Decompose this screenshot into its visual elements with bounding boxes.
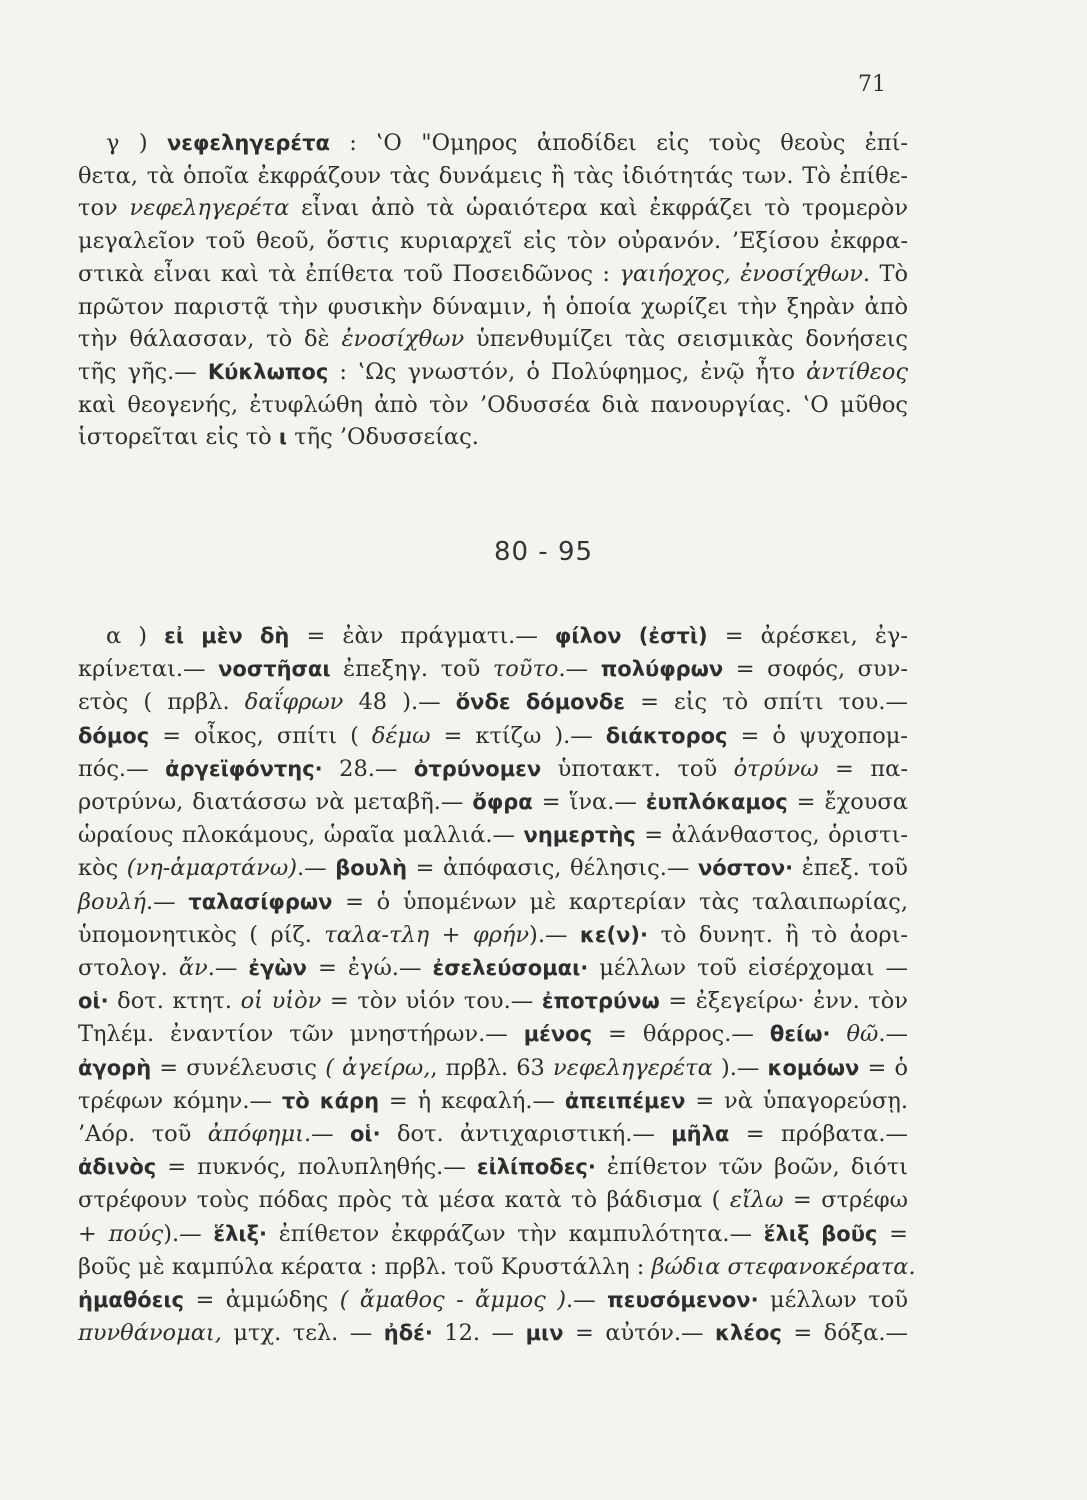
text-line: τὴν θάλασσαν, τὸ δὲ ἐνοσίχθων ὑπενθυμίζει τὰς σεισμικὰς δονήσεις	[78, 326, 909, 353]
text-line: ἱστορεῖται εἰς τὸ ι τῆς ’Οδυσσείας.	[78, 424, 479, 451]
lemma: ἠμαθόεις	[78, 1288, 185, 1313]
lemma: ὄφρα	[472, 790, 533, 815]
lemma: πολύφρων	[600, 657, 724, 682]
text-line: γ ) νεφεληγερέτα : ‛Ο "Ομηρος ἀποδίδει εἰς τοὺς θεοὺς ἐπί-	[106, 130, 909, 156]
section-heading: 80 - 95	[493, 537, 594, 567]
lemma: μιν	[525, 1321, 564, 1346]
lemma: πευσόμενον·	[607, 1288, 759, 1313]
lemma: ὀτρύνομεν	[413, 756, 542, 781]
text-line: ἀδινὸς = πυκνός, πολυπληθής.— εἰλίποδες· ἐπίθετον τῶν βοῶν, διότι	[78, 1154, 908, 1181]
text-line: στολογ. ἄν.— ἐγὼν = ἐγώ.— ἐσελεύσομαι· μέλλων τοῦ εἰσέρχομαι —	[78, 955, 908, 982]
text-line: θετα, τὰ ὁποῖα ἐκφράζουν τὰς δυνάμεις ἢ τὰς ἰδιότητάς των. Τὸ ἐπίθε-	[78, 162, 908, 189]
text-line: οἱ· δοτ. κτητ. οἱ υἱὸν = τὸν υἱόν του.— ἐποτρύνω = ἐξεγείρω· ἐνν. τὸν	[78, 988, 908, 1015]
text-line: πρῶτον παριστᾷ τὴν φυσικὴν δύναμιν, ἡ ὁποία χωρίζει τὴν ξηρὰν ἀπὸ	[78, 293, 908, 320]
commentary-block-1	[78, 127, 908, 454]
lemma: ταλασίφρων	[188, 889, 333, 914]
lemma: ἐγὼν	[248, 956, 307, 981]
lemma: ὅνδε δόμονδε	[455, 690, 625, 715]
lemma: εἰλίποδες·	[476, 1155, 596, 1180]
commentary-block-2	[78, 620, 916, 1350]
lemma: οἱ·	[78, 989, 109, 1014]
page-number: 71	[858, 72, 886, 97]
text-line: τρέφων κόμην.— τὸ κάρη = ἡ κεφαλή.— ἀπειπέμεν = νὰ ὑπαγορεύσῃ.	[78, 1087, 908, 1114]
text-line: πυνθάνομαι, μτχ. τελ. — ἠδέ· 12. — μιν = αὐτόν.— κλέος = δόξα.—	[78, 1320, 908, 1347]
text-line: βουλή.— ταλασίφρων = ὁ ὑπομένων μὲ καρτερίαν τὰς ταλαιπωρίας,	[78, 888, 908, 915]
lemma: κλέος	[715, 1321, 782, 1346]
lemma: φίλον (ἐστὶ)	[554, 624, 708, 648]
text-line: κὸς (νη-ἁμαρτάνω).— βουλὴ = ἀπόφασις, θέλησις.— νόστον· ἐπεξ. τοῦ	[78, 855, 908, 882]
text-line: κρίνεται.— νοστῆσαι ἐπεξηγ. τοῦ τοῦτο.— πολύφρων = σοφός, συν-	[78, 656, 908, 683]
text-line: στρέφουν τοὺς πόδας πρὸς τὰ μέσα κατὰ τὸ βάδισμα ( εἴλω = στρέφω	[78, 1187, 908, 1214]
text-line: πός.— ἀργεϊφόντης· 28.— ὀτρύνομεν ὑποτακτ. τοῦ ὀτρύνω = πα-	[78, 755, 908, 782]
lemma: εἰ μὲν δὴ	[164, 624, 290, 648]
lemma: δόμος	[78, 723, 150, 748]
text-line: ἀγορὴ = συνέλευσις ( ἀγείρω,, πρβλ. 63 νεφεληγερέτα ).— κομόων = ὁ	[78, 1054, 909, 1081]
lemma: ἀδινὸς	[78, 1155, 157, 1180]
lemma: ἕλιξ βοῦς	[763, 1221, 878, 1246]
text-line: ὡραίους πλοκάμους, ὡραῖα μαλλιά.— νημερτὴς = ἀλάνθαστος, ὁριστι-	[78, 822, 908, 849]
text-line: στικὰ εἶναι καὶ τὰ ἐπίθετα τοῦ Ποσειδῶνος : γαιήοχος, ἐνοσίχθων. Τὸ	[78, 260, 909, 287]
lemma: ἀγορὴ	[78, 1055, 152, 1080]
text-line: ετὸς ( πρβλ. δαΐφρων 48 ).— ὅνδε δόμονδε = εἰς τὸ σπίτι του.—	[78, 689, 908, 716]
lemma: ἐποτρύνω	[541, 989, 660, 1014]
text-line: τῆς γῆς.— Κύκλωπος : ‛Ως γνωστόν, ὁ Πολύφημος, ἐνῷ ἦτο ἀντίθεος	[78, 358, 909, 385]
text-line: ὑπομονητικὸς ( ρίζ. ταλα-τλη + φρήν).— κε(ν)· τὸ δυνητ. ἢ τὸ ἀορι-	[78, 921, 909, 948]
text-line: βοῦς μὲ καμπύλα κέρατα : πρβλ. τοῦ Κρυστάλλη : βώδια στεφανοκέρατα.	[78, 1253, 916, 1280]
lemma: διάκτορος	[605, 723, 728, 748]
text-line: α ) εἰ μὲν δὴ = ἐὰν πράγματι.— φίλον (ἐστὶ) = ἀρέσκει, ἐγ-	[106, 623, 908, 649]
text-line: μεγαλεῖον τοῦ θεοῦ, ὅστις κυριαρχεῖ εἰς τὸν οὐρανόν. ’Εξίσου ἐκφρα-	[78, 228, 908, 255]
text-line: + πούς).— ἕλιξ· ἐπίθετον ἐκφράζων τὴν καμπυλότητα.— ἕλιξ βοῦς =	[78, 1220, 908, 1247]
lemma: βουλὴ	[335, 856, 408, 881]
lemma: τὸ κάρη	[281, 1088, 380, 1113]
lemma: νημερτὴς	[523, 823, 636, 848]
lemma: μῆλα	[671, 1122, 730, 1147]
text-line: ἠμαθόεις = ἀμμώδης ( ἄμαθος - ἄμμος ).— πευσόμενον· μέλλων τοῦ	[78, 1287, 908, 1314]
lemma: ἀργεϊφόντης·	[165, 756, 323, 781]
lemma: νοστῆσαι	[218, 657, 331, 682]
lemma: θείω·	[769, 1022, 831, 1047]
lemma: ἐσελεύσομαι·	[432, 956, 589, 981]
lemma: ἕλιξ·	[213, 1221, 267, 1246]
lemma: μένος	[523, 1022, 593, 1047]
lemma: Κύκλωπος	[207, 359, 329, 384]
lemma: οἱ·	[349, 1122, 381, 1147]
lemma: κε(ν)·	[579, 922, 649, 947]
text-line: ’Αόρ. τοῦ ἀπόφημι.— οἱ· δοτ. ἀντιχαριστική.— μῆλα = πρόβατα.—	[78, 1121, 908, 1148]
lemma: ἐυπλόκαμος	[645, 790, 788, 815]
lemma: νόστον·	[697, 856, 794, 881]
lemma: ἀπειπέμεν	[564, 1088, 686, 1113]
lemma: νεφεληγερέτα	[167, 131, 330, 155]
text-line: καὶ θεογενής, ἐτυφλώθη ἀπὸ τὸν ’Οδυσσέα διὰ πανουργίας. ‛Ο μῦθος	[78, 391, 908, 418]
lemma: ἠδέ·	[383, 1321, 433, 1346]
lemma: κομόων	[767, 1055, 860, 1080]
text-line: Τηλέμ. ἐναντίον τῶν μνηστήρων.— μένος = θάρρος.— θείω· θῶ.—	[78, 1021, 908, 1048]
text-line: ροτρύνω, διατάσσω νὰ μεταβῆ.— ὄφρα = ἵνα.— ἐυπλόκαμος = ἔχουσα	[78, 789, 908, 816]
text-line: τον νεφεληγερέτα εἶναι ἀπὸ τὰ ὡραιότερα καὶ ἐκφράζει τὸ τρομερὸν	[78, 195, 909, 222]
text-line: δόμος = οἶκος, σπίτι ( δέμω = κτίζω ).— διάκτορος = ὁ ψυχοπομ-	[78, 722, 909, 749]
